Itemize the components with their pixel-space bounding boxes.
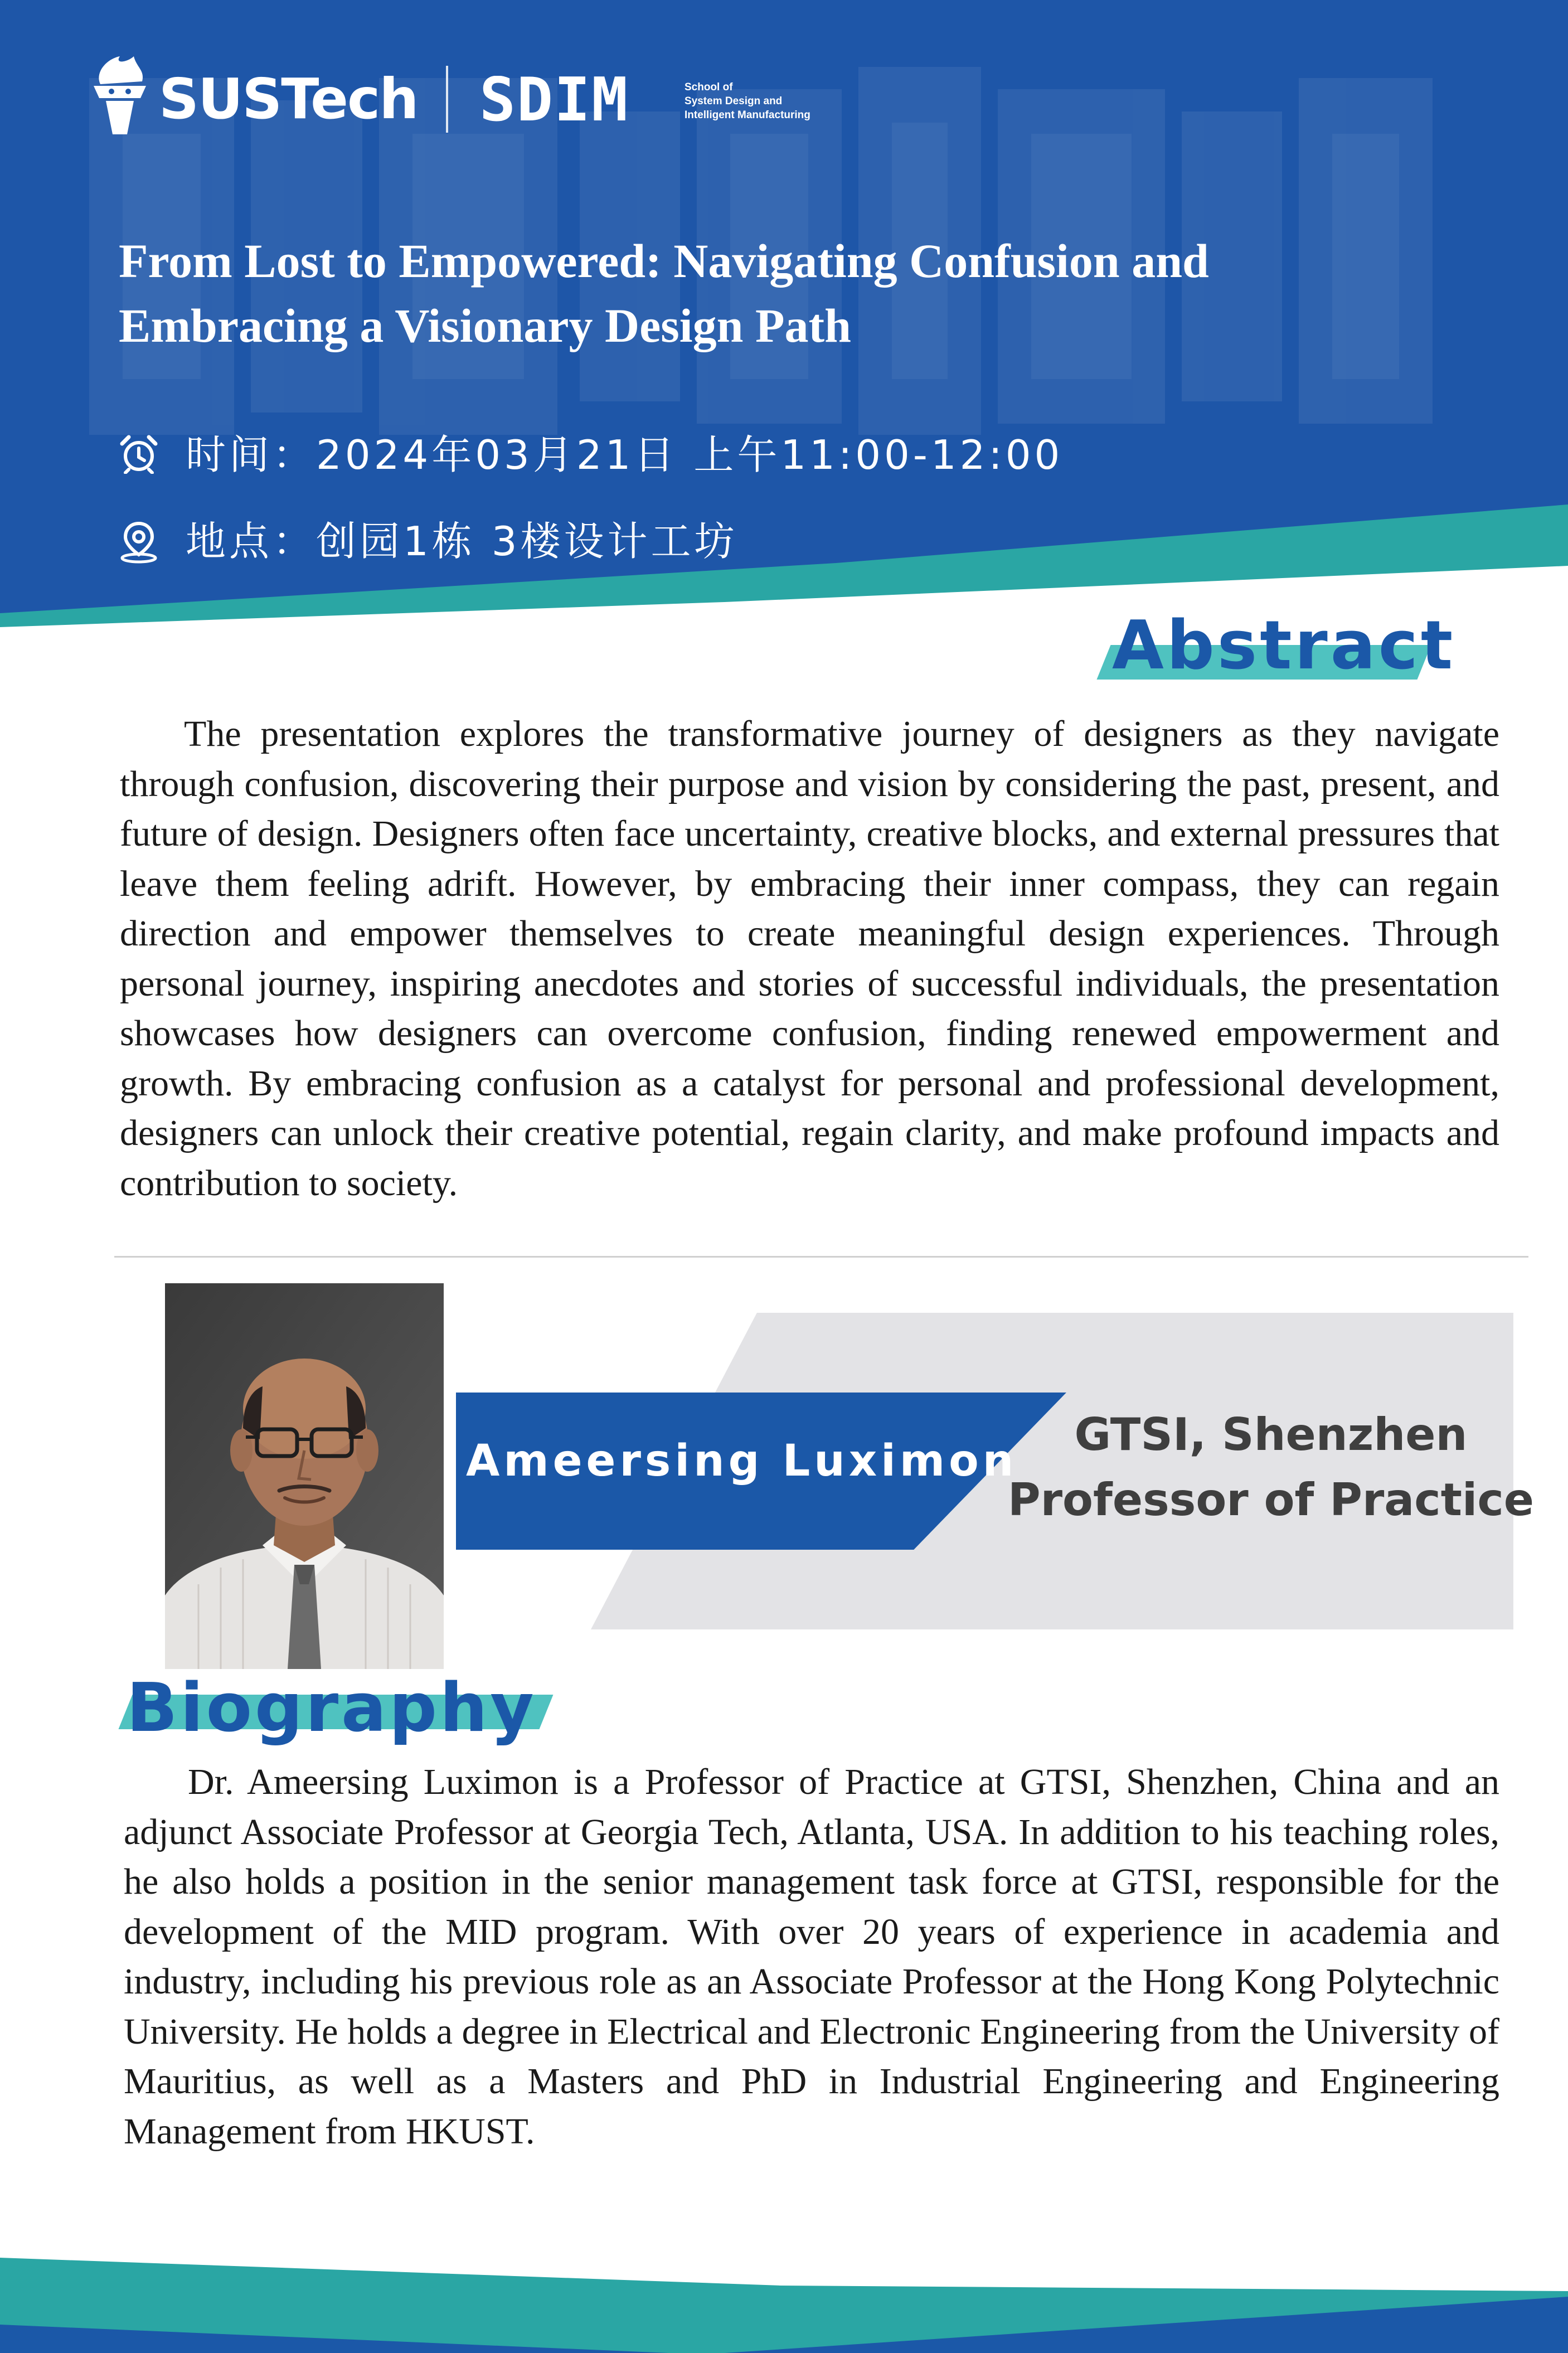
logo-divider [446, 66, 448, 133]
event-title: From Lost to Empowered: Navigating Confusion and Embracing a Visionary Design Path [119, 234, 1209, 352]
event-time-text: 时间：2024年03月21日 上午11:00-12:00 [186, 431, 1064, 478]
biography-body: Dr. Ameersing Luximon is a Professor of Practice at GTSI, Shenzhen, China and an adjunct Associate Professor at Georgia Tech, Atlanta, USA. In addition to his teaching roles, he also holds a position in the senior management task force at GTSI, responsible for the development of the MID program. With over 20 years of experience in academia and industry, including his previous role as an Associate Professor at the Hong Kong Polytechnic University. He holds a degree in Electrical and Electronic Engineering from the University of Mauritius, as well as a Masters and PhD in Industrial Engineering and Engineering Management from HKUST. [124, 1762, 1499, 2152]
speaker-photo [165, 1283, 444, 1669]
biography-heading [120, 1664, 555, 1759]
speaker-affiliation-line1: GTSI, Shenzhen [1074, 1409, 1468, 1461]
section-divider [114, 1256, 1528, 1258]
abstract-body: The presentation explores the transformative journey of designers as they navigate through confusion, discovering their purpose and vision by considering the past, present, and future of design. Designers often face uncertainty, creative blocks, and external pressures that leave them feeling adrift. However, by embracing their inner compass, they can regain direction and empower themselves to create meaningful design experiences. Through personal journey, inspiring anecdotes and stories of successful individuals, the presentation showcases how designers can overcome confusion, finding renewed empowerment and growth. By embracing confusion as a catalyst for personal and professional development, designers can unlock their creative potential, regain clarity, and make profound impacts and contribution to society. [120, 714, 1499, 1204]
event-venue-text: 地点：创园1栋 3楼设计工坊 [186, 518, 738, 565]
alarm-clock-icon [119, 434, 159, 474]
abstract-heading [1093, 605, 1456, 700]
logo-row [89, 49, 870, 144]
footer-waves [0, 2241, 1568, 2353]
sustech-torch-icon [89, 54, 151, 137]
speaker-name: Ameersing Luximon [466, 1436, 1018, 1486]
speaker-affiliation-line2: Professor of Practice [1007, 1474, 1535, 1526]
speaker-affiliation [1003, 1402, 1538, 1532]
event-time [119, 424, 1178, 485]
event-venue [119, 510, 1178, 571]
header-banner [0, 0, 1568, 635]
speaker-portrait [165, 1283, 444, 1669]
sdim-logo [479, 76, 669, 127]
location-pin-icon [119, 520, 159, 564]
abstract-heading-text: Abstract [1112, 607, 1456, 685]
university-name: SUSTech [159, 66, 418, 132]
biography-heading-text: Biography [127, 1670, 537, 1747]
sdim-logo-text: SDIM [479, 76, 629, 127]
school-name: School of System Design and Intelligent Manufacturing [685, 81, 810, 121]
